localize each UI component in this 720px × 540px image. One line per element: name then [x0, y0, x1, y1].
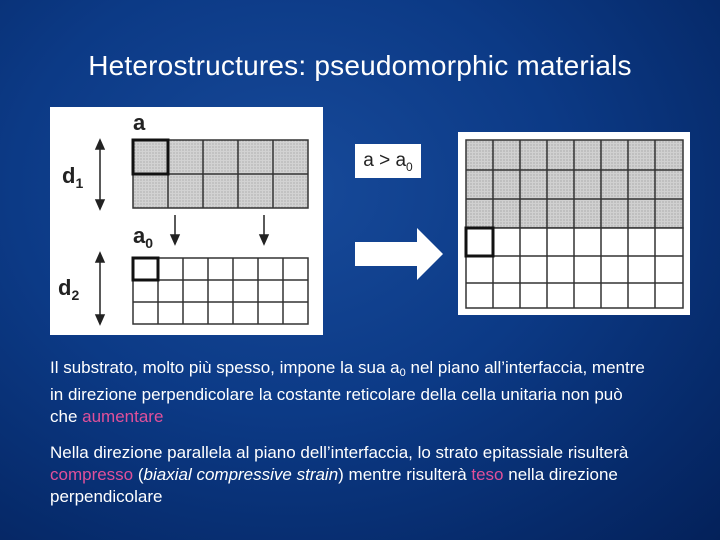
- p2-part2: (: [133, 465, 144, 484]
- p2-part1: Nella direzione parallela al piano dell’interfaccia, lo strato epitassiale risulterà: [50, 443, 629, 462]
- lattice-diagram-pseudomorphic: [458, 132, 690, 315]
- right-arrow-icon: [355, 228, 443, 280]
- paragraph-strain: [50, 442, 690, 508]
- p2-highlight-compresso: compresso: [50, 465, 134, 484]
- p1-subscript: 0: [399, 367, 406, 379]
- p2-italic: biaxial compressive strain: [143, 465, 339, 484]
- lattice-pseudomorphic-svg: [458, 132, 690, 315]
- p1-text-after: nel piano all’interfaccia, mentre in direzione perpendicolare la costante reticolare della cella unitaria non può che: [50, 358, 645, 426]
- label-d1: $d_1$: [62, 163, 84, 191]
- slide-title: Heterostructures: pseudomorphic materials: [88, 50, 632, 81]
- label-a: a: [133, 110, 146, 135]
- label-d2: $d_2$: [58, 275, 80, 303]
- epilayer-grid: [133, 140, 308, 208]
- p2-part3: ) mentre risulterà: [338, 465, 472, 484]
- p1-highlight: aumentare: [82, 407, 164, 426]
- lattice-diagram-separated: [50, 107, 323, 335]
- substrate-grid: [133, 258, 308, 324]
- comparison-label: [355, 144, 421, 178]
- p2-part4: nella direzione perpendicolare: [50, 465, 618, 506]
- paragraph-substrate: [50, 357, 650, 428]
- comparison-label-text: a > a: [363, 150, 407, 171]
- p2-highlight-teso: teso: [471, 465, 504, 484]
- label-a0: $a_0$: [133, 223, 154, 251]
- lattice-separated-svg: [50, 107, 323, 335]
- comparison-label-sub: 0: [406, 159, 413, 174]
- p1-text-before: Il substrato, molto più spesso, impone la sua a: [50, 358, 400, 377]
